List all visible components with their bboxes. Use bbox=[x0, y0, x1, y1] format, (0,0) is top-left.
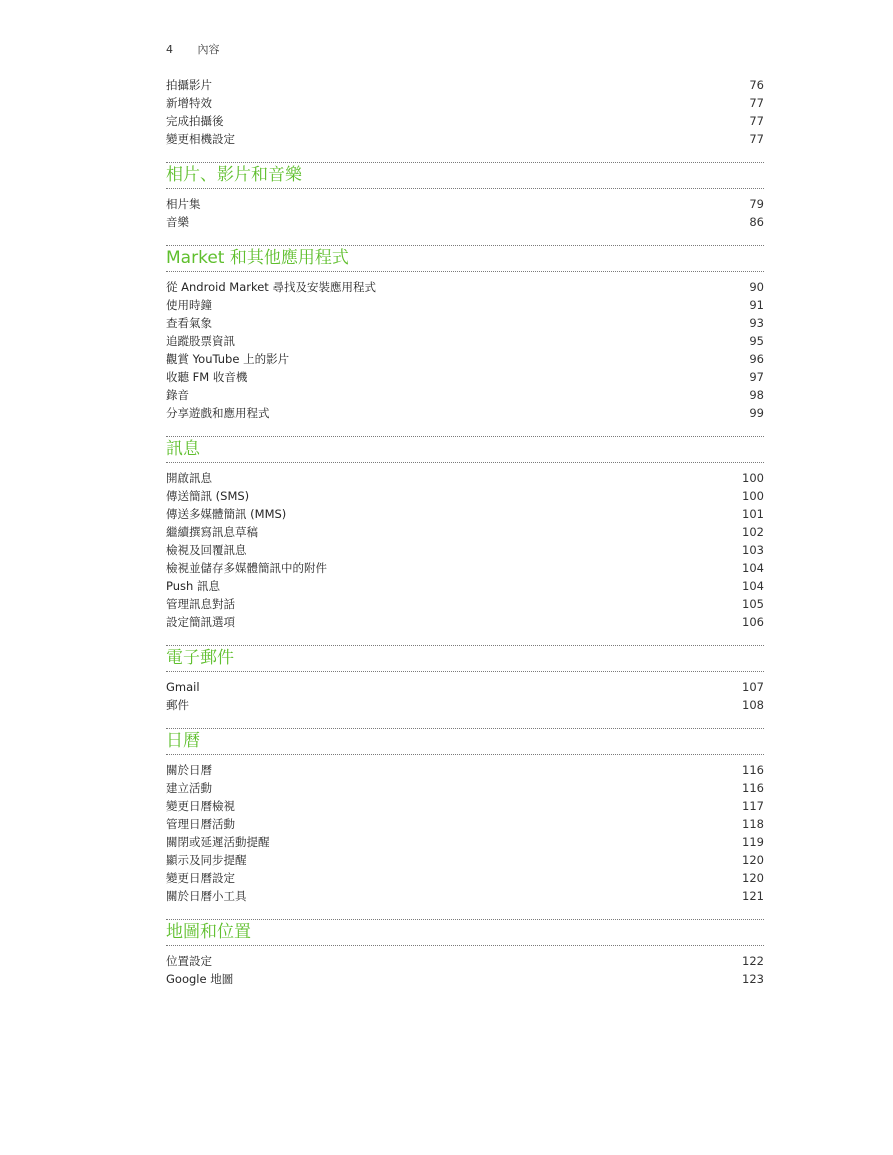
toc-entry[interactable] bbox=[166, 815, 764, 833]
toc-entry[interactable] bbox=[166, 851, 764, 869]
section-heading[interactable]: 日曆 bbox=[166, 728, 764, 755]
toc-entry-page: 103 bbox=[742, 543, 764, 557]
toc-entry-title: 新增特效 bbox=[166, 96, 212, 110]
toc-entry-title: 位置設定 bbox=[166, 954, 212, 968]
toc-entry-page: 116 bbox=[742, 763, 764, 777]
toc-entry-page: 77 bbox=[749, 114, 764, 128]
toc-entry-page: 79 bbox=[749, 197, 764, 211]
toc-entry[interactable] bbox=[166, 779, 764, 797]
toc-entry-title: 查看氣象 bbox=[166, 316, 212, 330]
toc-entry-title: 相片集 bbox=[166, 197, 201, 211]
toc-entry-page: 106 bbox=[742, 615, 764, 629]
toc-entry-page: 104 bbox=[742, 561, 764, 575]
toc-entry[interactable] bbox=[166, 213, 764, 231]
toc-entry-title: 顯示及同步提醒 bbox=[166, 853, 247, 867]
toc-entry-page: 95 bbox=[749, 334, 764, 348]
toc-entry[interactable] bbox=[166, 94, 764, 112]
toc-entry[interactable] bbox=[166, 505, 764, 523]
page-number: 4 bbox=[166, 43, 173, 56]
toc-entry-page: 97 bbox=[749, 370, 764, 384]
toc-entry-page: 120 bbox=[742, 871, 764, 885]
toc-entry-page: 102 bbox=[742, 525, 764, 539]
toc-entry-page: 120 bbox=[742, 853, 764, 867]
toc-entry-title: 傳送簡訊 (SMS) bbox=[166, 489, 250, 503]
toc-entry-page: 108 bbox=[742, 698, 764, 712]
toc-entry[interactable] bbox=[166, 869, 764, 887]
page-header bbox=[166, 41, 220, 57]
section-heading[interactable]: 訊息 bbox=[166, 436, 764, 463]
toc-entry-page: 99 bbox=[749, 406, 764, 420]
toc-entry[interactable] bbox=[166, 559, 764, 577]
toc-entry-title: 完成拍攝後 bbox=[166, 114, 224, 128]
toc-entry-page: 76 bbox=[749, 78, 764, 92]
toc-entry[interactable] bbox=[166, 278, 764, 296]
toc-entry-page: 123 bbox=[742, 972, 764, 986]
toc-entry[interactable] bbox=[166, 487, 764, 505]
toc-entry-title: 管理訊息對話 bbox=[166, 597, 235, 611]
toc-entry-title: 分享遊戲和應用程式 bbox=[166, 406, 270, 420]
toc-entry-page: 121 bbox=[742, 889, 764, 903]
toc-entry-page: 77 bbox=[749, 132, 764, 146]
toc-entry[interactable] bbox=[166, 332, 764, 350]
toc-entry[interactable] bbox=[166, 112, 764, 130]
toc-entry[interactable] bbox=[166, 386, 764, 404]
toc-entry-title: 從 Android Market 尋找及安裝應用程式 bbox=[166, 280, 376, 294]
toc-entry[interactable] bbox=[166, 368, 764, 386]
toc-entry-page: 90 bbox=[749, 280, 764, 294]
toc-entry[interactable] bbox=[166, 469, 764, 487]
table-of-contents bbox=[166, 76, 764, 988]
toc-section bbox=[166, 919, 764, 988]
toc-entry[interactable] bbox=[166, 595, 764, 613]
toc-entry-page: 105 bbox=[742, 597, 764, 611]
toc-entry[interactable] bbox=[166, 296, 764, 314]
toc-entry[interactable] bbox=[166, 833, 764, 851]
toc-section bbox=[166, 728, 764, 905]
toc-entry[interactable] bbox=[166, 797, 764, 815]
toc-entry[interactable] bbox=[166, 761, 764, 779]
toc-entry-title: 音樂 bbox=[166, 215, 189, 229]
header-title: 內容 bbox=[197, 43, 220, 56]
section-heading[interactable]: 地圖和位置 bbox=[166, 919, 764, 946]
toc-entry-title: 關於日曆小工具 bbox=[166, 889, 247, 903]
toc-section bbox=[166, 162, 764, 231]
toc-entry-page: 98 bbox=[749, 388, 764, 402]
toc-entry-title: 傳送多媒體簡訊 (MMS) bbox=[166, 507, 287, 521]
toc-entry[interactable] bbox=[166, 76, 764, 94]
toc-entry[interactable] bbox=[166, 613, 764, 631]
toc-entry-page: 96 bbox=[749, 352, 764, 366]
toc-entry[interactable] bbox=[166, 577, 764, 595]
toc-entry-title: 變更日曆檢視 bbox=[166, 799, 235, 813]
toc-entry-title: 關於日曆 bbox=[166, 763, 212, 777]
toc-entry[interactable] bbox=[166, 678, 764, 696]
toc-entry-title: Push 訊息 bbox=[166, 579, 220, 593]
section-heading[interactable]: 相片、影片和音樂 bbox=[166, 162, 764, 189]
toc-entry-page: 100 bbox=[742, 471, 764, 485]
toc-entry-title: 建立活動 bbox=[166, 781, 212, 795]
toc-entry-page: 116 bbox=[742, 781, 764, 795]
toc-entry[interactable] bbox=[166, 130, 764, 148]
toc-section bbox=[166, 436, 764, 631]
toc-entry[interactable] bbox=[166, 887, 764, 905]
toc-entry-page: 117 bbox=[742, 799, 764, 813]
toc-entry-title: 設定簡訊選項 bbox=[166, 615, 235, 629]
toc-entry[interactable] bbox=[166, 350, 764, 368]
toc-entry-page: 93 bbox=[749, 316, 764, 330]
toc-entry-title: 郵件 bbox=[166, 698, 189, 712]
toc-entry-title: 錄音 bbox=[166, 388, 189, 402]
toc-entry-title: 觀賞 YouTube 上的影片 bbox=[166, 352, 290, 366]
toc-entry[interactable] bbox=[166, 952, 764, 970]
toc-entry-title: Google 地圖 bbox=[166, 972, 234, 986]
toc-entry[interactable] bbox=[166, 970, 764, 988]
toc-entry-title: 拍攝影片 bbox=[166, 78, 212, 92]
toc-entry[interactable] bbox=[166, 541, 764, 559]
toc-entry-page: 104 bbox=[742, 579, 764, 593]
toc-entry[interactable] bbox=[166, 696, 764, 714]
toc-section bbox=[166, 245, 764, 422]
toc-entry[interactable] bbox=[166, 195, 764, 213]
section-heading[interactable]: Market 和其他應用程式 bbox=[166, 245, 764, 272]
leading-entries bbox=[166, 76, 764, 148]
toc-entry-title: 變更日曆設定 bbox=[166, 871, 235, 885]
toc-entry-title: 檢視並儲存多媒體簡訊中的附件 bbox=[166, 561, 327, 575]
toc-section bbox=[166, 645, 764, 714]
toc-entry-page: 86 bbox=[749, 215, 764, 229]
toc-entry-title: Gmail bbox=[166, 680, 200, 694]
toc-entry-page: 77 bbox=[749, 96, 764, 110]
toc-entry-page: 91 bbox=[749, 298, 764, 312]
toc-entry-page: 122 bbox=[742, 954, 764, 968]
section-heading[interactable]: 電子郵件 bbox=[166, 645, 764, 672]
toc-entry-page: 119 bbox=[742, 835, 764, 849]
toc-entry[interactable] bbox=[166, 404, 764, 422]
toc-entry[interactable] bbox=[166, 314, 764, 332]
toc-entry-title: 變更相機設定 bbox=[166, 132, 235, 146]
toc-entry-title: 關閉或延遲活動提醒 bbox=[166, 835, 270, 849]
toc-entry-page: 101 bbox=[742, 507, 764, 521]
toc-entry-title: 開啟訊息 bbox=[166, 471, 212, 485]
toc-entry-title: 追蹤股票資訊 bbox=[166, 334, 235, 348]
toc-entry-title: 繼續撰寫訊息草稿 bbox=[166, 525, 258, 539]
toc-entry-title: 管理日曆活動 bbox=[166, 817, 235, 831]
toc-entry-page: 118 bbox=[742, 817, 764, 831]
toc-entry-page: 100 bbox=[742, 489, 764, 503]
toc-entry-title: 檢視及回覆訊息 bbox=[166, 543, 247, 557]
toc-entry-title: 使用時鐘 bbox=[166, 298, 212, 312]
toc-entry[interactable] bbox=[166, 523, 764, 541]
toc-entry-page: 107 bbox=[742, 680, 764, 694]
toc-entry-title: 收聽 FM 收音機 bbox=[166, 370, 248, 384]
